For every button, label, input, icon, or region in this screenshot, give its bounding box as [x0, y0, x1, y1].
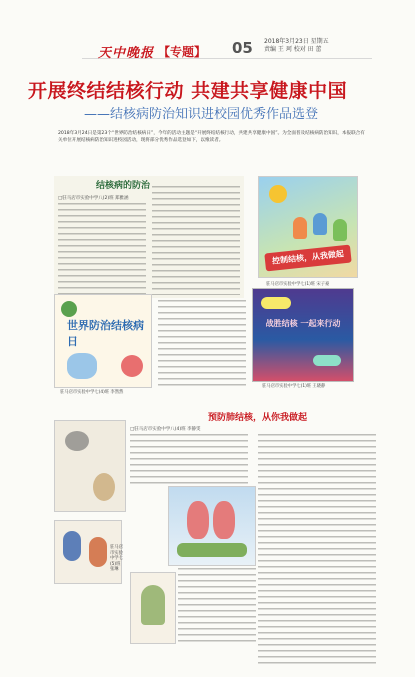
poster-caption: 驻马店市实验中学七(1)班 宋子豪	[266, 282, 330, 287]
poster-world-tb-day	[54, 294, 152, 388]
lead-paragraph: 2018年3月24日是第23个“世界防治结核病日”，今年的活动主题是“开展终结结核行动，共建共享健康中国”。为全面普及结核病防治知识，本报联合有关单位开展结核病防治知识进校园活动，现将部分优秀作品选登如下，以飨读者。	[58, 131, 365, 143]
poster-caption-vertical: 驻马店市实验中学七(5)班 张琳	[110, 545, 123, 572]
masthead	[82, 38, 372, 61]
article-body-col2	[258, 434, 376, 664]
section-tag: 【专题】	[158, 45, 207, 59]
pill-shape	[313, 355, 341, 366]
poster-slogan: 战胜结核 一起来行动	[265, 319, 341, 328]
page-number: 05	[232, 39, 253, 57]
poster-character	[130, 572, 176, 644]
poster-lungs	[168, 486, 256, 566]
article-body-col3	[178, 568, 256, 644]
decoration	[177, 543, 247, 557]
poster-fight-tb	[252, 288, 354, 382]
decoration	[61, 301, 77, 317]
issue-info	[264, 38, 329, 54]
article-body-col1	[130, 434, 248, 486]
poster-title: 世界防治结核病日	[67, 319, 144, 348]
lung-icon	[213, 501, 235, 539]
article-byline: □驻马店市实验中学八(4)班 李静雯	[130, 427, 201, 432]
date-line: 2018年3月23日 星期五	[264, 38, 329, 45]
figure-shape	[89, 537, 107, 567]
child-figure	[333, 219, 347, 241]
article-body-col1	[58, 203, 146, 295]
ink-mark	[93, 473, 115, 501]
child-figure	[313, 213, 327, 235]
figure-shape	[63, 531, 81, 561]
article-body-col3	[158, 300, 246, 386]
article-tb-prevention	[54, 176, 244, 298]
ink-mark	[65, 431, 89, 451]
article-title: 结核病的防治	[96, 181, 151, 191]
editor-line: 责编 王 珂 校对 田 蕾	[264, 46, 322, 53]
sun-icon	[269, 185, 287, 203]
child-figure	[293, 217, 307, 239]
newspaper-logo: 天中晚报	[98, 46, 155, 61]
decoration	[121, 355, 143, 377]
poster-ink-painting	[54, 420, 126, 512]
character-figure	[141, 585, 165, 625]
article-byline: □驻马店市实验中学八(2)班 郑雅涵	[58, 196, 129, 201]
poster-caption: 驻马店市实验中学七(1)班 王晓静	[262, 384, 326, 389]
pill-shape	[261, 297, 291, 309]
poster-caption: 驻马店市实验中学七(4)班 李然然	[60, 390, 124, 395]
poster-banner: 控制结核，从我做起	[264, 245, 351, 272]
article-body-col2	[152, 186, 240, 295]
article-title: 预防肺结核，从你我做起	[208, 413, 308, 423]
lung-icon	[187, 501, 209, 539]
page-title: 开展终结结核行动 共建共享健康中国	[28, 80, 348, 102]
poster-control-tb	[258, 176, 358, 278]
decoration	[67, 353, 97, 379]
page-subtitle: ——结核病防治知识进校园优秀作品选登	[84, 107, 319, 122]
